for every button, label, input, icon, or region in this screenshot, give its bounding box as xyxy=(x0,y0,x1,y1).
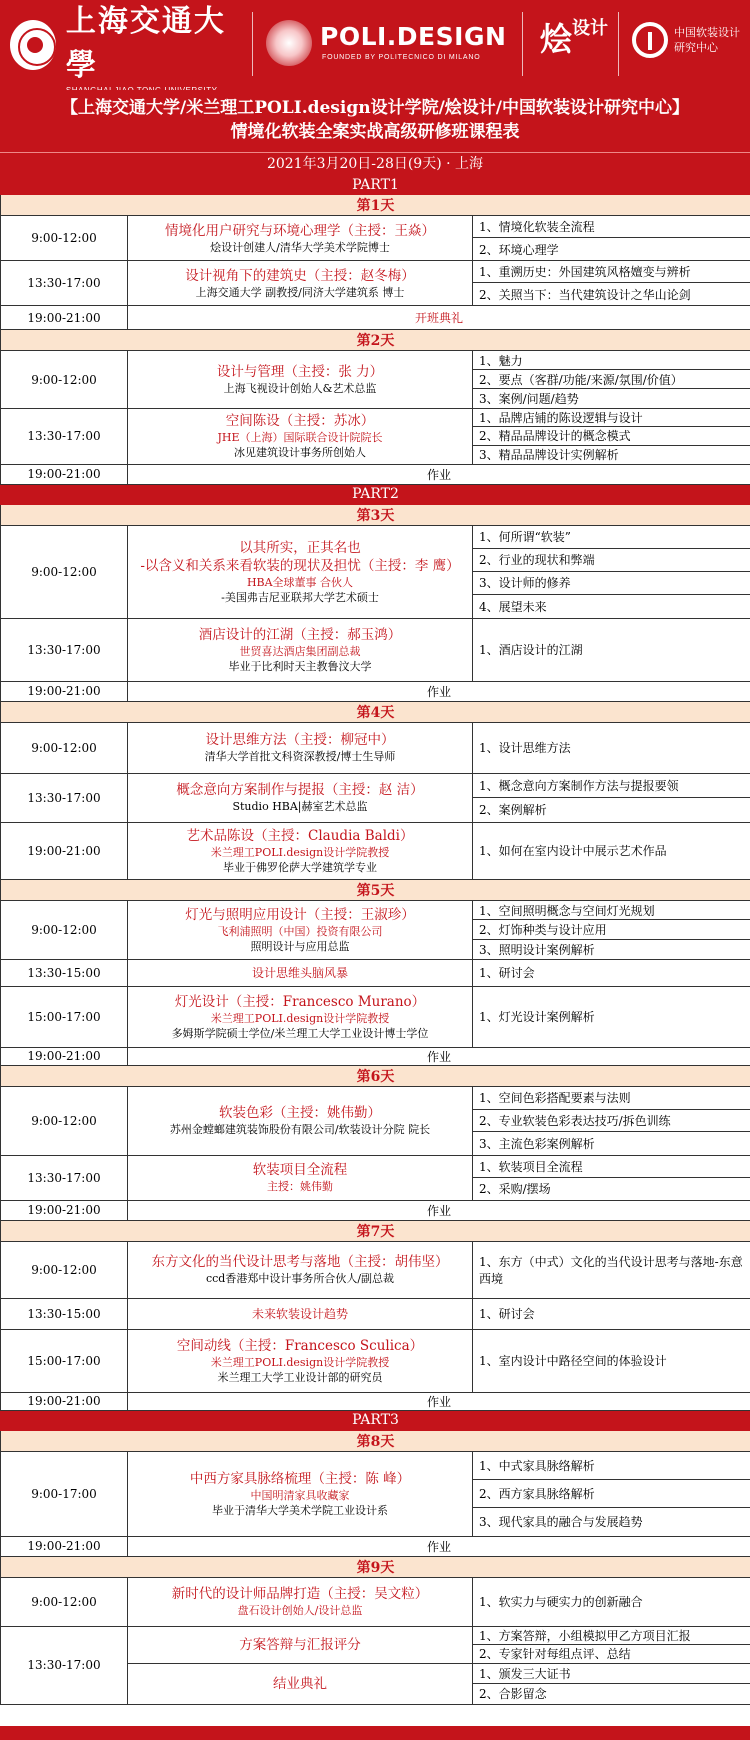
session-time: 9:00-12:00 xyxy=(1,1086,128,1155)
session-time: 13:30-17:00 xyxy=(1,1626,128,1704)
session-time: 9:00-12:00 xyxy=(1,1577,128,1626)
topic-item: 3、精品品牌设计实例解析 xyxy=(479,448,619,463)
topic-item: 3、案例/问题/趋势 xyxy=(479,392,579,406)
topics-cell xyxy=(473,618,750,681)
instructor-info: 米兰理工POLI.design设计学院教授 xyxy=(210,1011,390,1025)
session-time: 9:00-12:00 xyxy=(1,722,128,773)
topic-item: 3、照明设计案例解析 xyxy=(479,942,595,957)
table-row xyxy=(1,306,750,330)
session-time: 19:00-21:00 xyxy=(1,464,128,484)
topic-item: 2、关照当下：当代建筑设计之华山论剑 xyxy=(479,287,691,302)
course-title: 以其所实，正其名也 xyxy=(239,539,361,556)
topic-item: 1、室内设计中路径空间的体验设计 xyxy=(479,1354,667,1369)
session-title: 作业 xyxy=(128,1047,750,1065)
footer-bar xyxy=(0,1726,750,1740)
topic-item: 1、灯光设计案例解析 xyxy=(479,1010,595,1025)
title-line1: 【上海交通大学/米兰理工POLI.design设计学院/烩设计/中国软装设计研究中心】 xyxy=(60,98,690,118)
instructor-info: HBA全球董事 合伙人 xyxy=(246,575,354,589)
part-row xyxy=(1,484,750,504)
day-label: 第6天 xyxy=(1,1065,750,1086)
session-time: 19:00-21:00 xyxy=(1,306,128,330)
topic-item: 1、软实力与硬实力的创新融合 xyxy=(479,1595,643,1610)
session-time: 13:30-17:00 xyxy=(1,261,128,306)
topic-item: 3、设计师的修养 xyxy=(473,572,750,595)
course-title: -以含义和关系来看软装的现状及担忧（主授：李 鹰） xyxy=(140,557,460,574)
session-time: 13:30-15:00 xyxy=(1,1298,128,1329)
session-time: 9:00-12:00 xyxy=(1,216,128,261)
course-title: 设计与管理（主授：张 力） xyxy=(216,364,384,380)
logo-divider xyxy=(522,12,523,76)
instructor-info: Studio HBA|赫室艺术总监 xyxy=(232,800,368,814)
instructor-info: 米兰理工POLI.design设计学院教授 xyxy=(210,1355,390,1369)
day-label: 第2天 xyxy=(1,330,750,351)
course-cell xyxy=(128,261,473,306)
table-row xyxy=(1,1241,750,1298)
topic-item: 1、颁发三大证书 xyxy=(473,1664,750,1684)
part-label: PART2 xyxy=(1,484,750,504)
topic-item: 4、展望未来 xyxy=(479,599,547,614)
table-row xyxy=(1,1200,750,1220)
instructor-info: 苏州金螳螂建筑装饰股份有限公司/软装设计分院 院长 xyxy=(169,1123,431,1137)
schedule-table xyxy=(0,174,750,1705)
part-row xyxy=(1,1410,750,1430)
topics-cell xyxy=(473,1329,750,1392)
table-row xyxy=(1,351,750,409)
table-row xyxy=(1,261,750,306)
topic-item: 2、案例解析 xyxy=(479,803,547,818)
research-center-mark-icon xyxy=(632,22,668,58)
course-cell xyxy=(128,822,473,879)
day-row xyxy=(1,330,750,351)
course-cell xyxy=(128,1577,473,1626)
session-time: 13:30-17:00 xyxy=(1,618,128,681)
session-title: 未来软装设计趋势 xyxy=(128,1298,473,1329)
course-cell xyxy=(128,1329,473,1392)
topics-cell xyxy=(473,1241,750,1298)
session-time: 9:00-12:00 xyxy=(1,900,128,959)
table-row xyxy=(1,525,750,618)
session-time: 13:30-17:00 xyxy=(1,1155,128,1200)
session-title: 作业 xyxy=(128,464,750,484)
course-title: 中西方家具脉络梳理（主授：陈 峰） xyxy=(189,1470,411,1487)
topic-item: 1、何所谓“软装” xyxy=(473,526,750,549)
session-time: 13:30-17:00 xyxy=(1,409,128,465)
instructor-info: 多姆斯学院硕士学位/米兰理工大学工业设计博士学位 xyxy=(171,1026,429,1040)
topic-item: 2、专家针对每组点评、总结 xyxy=(479,1647,631,1662)
topic-item: 2、要点（客群/功能/来源/氛围/价值） xyxy=(473,370,750,389)
sjtu-logo xyxy=(10,3,240,83)
huisheji-logo xyxy=(540,14,608,60)
topic-item: 2、灯饰种类与设计应用 xyxy=(473,920,750,939)
session-time: 13:30-15:00 xyxy=(1,959,128,986)
instructor-info: 毕业于比利时天主教鲁汶大学 xyxy=(228,659,372,673)
course-title: 空间动线（主授：Francesco Sculica） xyxy=(176,1337,424,1354)
topic-item: 3、主流色彩案例解析 xyxy=(479,1137,595,1152)
course-title: 灯光与照明应用设计（主授：王淑珍） xyxy=(185,906,415,923)
session-time: 9:00-17:00 xyxy=(1,1451,128,1536)
topic-item: 1、酒店设计的江湖 xyxy=(479,643,583,658)
table-row xyxy=(1,1086,750,1155)
table-row xyxy=(1,959,750,986)
course-title: 新时代的设计师品牌打造（主授：吴文粒） xyxy=(171,1586,429,1603)
instructor-info: 上海交通大学 副教授/同济大学建筑系 博士 xyxy=(195,285,405,299)
table-row xyxy=(1,1392,750,1410)
session-time: 19:00-21:00 xyxy=(1,681,128,701)
instructor-info: 清华大学首批文科资深教授/博士生导师 xyxy=(204,750,396,764)
topic-item: 1、情境化软装全流程 xyxy=(473,216,750,238)
instructor-info: 上海飞视设计创始人&艺术总监 xyxy=(223,382,377,395)
topic-item: 1、品牌店铺的陈设逻辑与设计 xyxy=(473,409,750,427)
session-time: 19:00-21:00 xyxy=(1,1200,128,1220)
session-title: 开班典礼 xyxy=(128,306,750,330)
instructor-info: 米兰理工POLI.design设计学院教授 xyxy=(210,845,390,859)
table-row xyxy=(1,986,750,1047)
course-cell xyxy=(128,1663,473,1704)
table-row xyxy=(1,1155,750,1200)
part-row xyxy=(1,175,750,195)
session-time: 9:00-12:00 xyxy=(1,1241,128,1298)
logo-divider xyxy=(252,12,253,76)
topics-cell xyxy=(473,986,750,1047)
huisheji-small: 设计 xyxy=(572,18,609,39)
topics-cell xyxy=(473,1086,750,1155)
table-row xyxy=(1,900,750,959)
day-label: 第1天 xyxy=(1,195,750,216)
instructor-info: 照明设计与应用总监 xyxy=(250,939,350,953)
day-row xyxy=(1,195,750,216)
course-title: 设计视角下的建筑史（主授：赵冬梅） xyxy=(185,267,415,284)
logo-divider xyxy=(618,12,619,76)
course-title: 软装项目全流程 xyxy=(252,1162,348,1179)
instructor-info: 冰见建筑设计事务所创始人 xyxy=(234,446,366,460)
research-center-line2: 研究中心 xyxy=(674,41,718,54)
instructor-info: 世贸喜达酒店集团副总裁 xyxy=(239,644,361,658)
topic-item: 1、方案答辩，小组模拟甲乙方项目汇报 xyxy=(473,1627,750,1645)
research-center-line1: 中国软装设计 xyxy=(674,26,740,39)
session-time: 13:30-17:00 xyxy=(1,773,128,822)
instructor-info: 毕业于佛罗伦萨大学建筑学专业 xyxy=(223,860,377,874)
part-label: PART1 xyxy=(1,175,750,195)
course-cell xyxy=(128,216,473,261)
topic-item: 2、合影留念 xyxy=(479,1687,547,1702)
huisheji-main: 烩 xyxy=(540,20,573,58)
session-time: 15:00-17:00 xyxy=(1,986,128,1047)
topic-item: 1、如何在室内设计中展示艺术作品 xyxy=(479,844,667,859)
polidesign-logo xyxy=(266,18,506,78)
topic-item: 2、环境心理学 xyxy=(479,242,559,257)
title-line2: 情境化软装全案实战高级研修班课程表 xyxy=(230,122,520,142)
polidesign-disc-icon xyxy=(266,20,312,66)
topics-cell xyxy=(473,216,750,261)
topic-item: 2、采购/摆场 xyxy=(479,1182,551,1197)
course-title: 酒店设计的江湖（主授：郝玉鸿） xyxy=(198,626,402,643)
instructor-info: 毕业于清华大学美术学院工业设计系 xyxy=(212,1503,388,1517)
topic-item: 2、精品品牌设计的概念模式 xyxy=(473,427,750,445)
topics-cell xyxy=(473,959,750,986)
table-row xyxy=(1,1298,750,1329)
table-row xyxy=(1,464,750,484)
topic-item: 1、东方（中式）文化的当代设计思考与落地-东意西境 xyxy=(479,1254,743,1286)
instructor-info: 盘石设计创始人/设计总监 xyxy=(237,1604,363,1618)
course-title: 结业典礼 xyxy=(273,1675,327,1692)
instructor-info: 烩设计创建人/清华大学美术学院博士 xyxy=(210,240,390,254)
topic-item: 1、研讨会 xyxy=(479,1307,535,1322)
topics-cell xyxy=(473,1451,750,1536)
course-title: 艺术品陈设（主授：Claudia Baldi） xyxy=(186,827,414,844)
course-title: 情境化用户研究与环境心理学（主授：王焱） xyxy=(165,222,435,239)
sjtu-name-cn: 上海交通大學 xyxy=(65,3,226,83)
topics-cell xyxy=(473,1663,750,1704)
course-title: 东方文化的当代设计思考与落地（主授：胡伟坚） xyxy=(151,1254,449,1271)
polidesign-name: POLI.DESIGN xyxy=(320,22,507,51)
topics-cell xyxy=(473,1577,750,1626)
table-row xyxy=(1,409,750,465)
topic-item: 2、西方家具脉络解析 xyxy=(473,1480,750,1508)
topic-item: 2、行业的现状和弊端 xyxy=(473,549,750,572)
topics-cell xyxy=(473,900,750,959)
course-title: 概念意向方案制作与提报（主授：赵 洁） xyxy=(176,782,424,799)
topic-item: 1、空间色彩搭配要素与法则 xyxy=(473,1087,750,1110)
course-title: 设计思维方法（主授：柳冠中） xyxy=(205,732,395,749)
course-cell xyxy=(128,1451,473,1536)
instructor-info: ccd香港郑中设计事务所合伙人/副总裁 xyxy=(205,1272,395,1286)
course-cell xyxy=(128,525,473,618)
topics-cell xyxy=(473,351,750,409)
instructor-info: 飞利浦照明（中国）投资有限公司 xyxy=(217,924,383,938)
table-row xyxy=(1,1577,750,1626)
day-label: 第5天 xyxy=(1,879,750,900)
session-title: 作业 xyxy=(128,681,750,701)
research-center-logo xyxy=(632,22,740,58)
course-cell xyxy=(128,986,473,1047)
course-cell xyxy=(128,1626,473,1663)
session-title: 作业 xyxy=(128,1200,750,1220)
instructor-info: 主授：姚伟勤 xyxy=(267,1180,333,1194)
course-cell xyxy=(128,1086,473,1155)
topics-cell xyxy=(473,261,750,306)
day-label: 第4天 xyxy=(1,701,750,722)
day-label: 第3天 xyxy=(1,504,750,525)
course-cell xyxy=(128,900,473,959)
course-cell xyxy=(128,351,473,409)
topic-item: 1、空间照明概念与空间灯光规划 xyxy=(473,901,750,920)
day-row xyxy=(1,1556,750,1577)
topics-cell xyxy=(473,1155,750,1200)
table-row xyxy=(1,722,750,773)
table-row xyxy=(1,1451,750,1536)
topic-item: 1、设计思维方法 xyxy=(479,741,571,756)
course-title: 灯光设计（主授：Francesco Murano） xyxy=(174,993,426,1010)
sjtu-seal-icon xyxy=(10,20,56,70)
topics-cell xyxy=(473,1298,750,1329)
session-time: 19:00-21:00 xyxy=(1,1047,128,1065)
table-row xyxy=(1,773,750,822)
table-row xyxy=(1,1536,750,1556)
part-label: PART3 xyxy=(1,1410,750,1430)
day-label: 第7天 xyxy=(1,1220,750,1241)
session-title: 作业 xyxy=(128,1392,750,1410)
day-row xyxy=(1,1220,750,1241)
session-title: 设计思维头脑风暴 xyxy=(128,959,473,986)
day-row xyxy=(1,1065,750,1086)
topic-item: 1、研讨会 xyxy=(479,966,535,981)
table-row xyxy=(1,618,750,681)
course-cell xyxy=(128,409,473,465)
day-row xyxy=(1,879,750,900)
session-time: 9:00-12:00 xyxy=(1,525,128,618)
topics-cell xyxy=(473,722,750,773)
course-cell xyxy=(128,1241,473,1298)
polidesign-tagline: FOUNDED BY POLITECNICO DI MILANO xyxy=(322,54,481,61)
session-time: 19:00-21:00 xyxy=(1,1536,128,1556)
topic-item: 1、概念意向方案制作方法与提报要领 xyxy=(473,774,750,798)
instructor-info: -美国弗吉尼亚联邦大学艺术硕士 xyxy=(221,590,379,604)
topic-item: 3、现代家具的融合与发展趋势 xyxy=(479,1515,643,1530)
date-location: 2021年3月20日-28日(9天) · 上海 xyxy=(0,152,750,174)
session-title: 作业 xyxy=(128,1536,750,1556)
topics-cell xyxy=(473,773,750,822)
instructor-info: JHE（上海）国际联合设计院院长 xyxy=(217,431,383,445)
table-row xyxy=(1,1047,750,1065)
table-row xyxy=(1,1626,750,1663)
topic-item: 1、魅力 xyxy=(473,351,750,370)
course-title: 空间陈设（主授：苏冰） xyxy=(225,413,375,430)
course-cell xyxy=(128,722,473,773)
topics-cell xyxy=(473,1626,750,1663)
table-row xyxy=(1,681,750,701)
course-title: 软装色彩（主授：姚伟勤） xyxy=(219,1105,381,1122)
topics-cell xyxy=(473,822,750,879)
page-title xyxy=(0,90,750,152)
header-banner xyxy=(0,0,750,90)
day-label: 第8天 xyxy=(1,1430,750,1451)
topic-item: 2、专业软装色彩表达技巧/拆色训练 xyxy=(473,1110,750,1133)
session-time: 19:00-21:00 xyxy=(1,822,128,879)
table-row xyxy=(1,822,750,879)
topics-cell xyxy=(473,409,750,465)
course-cell xyxy=(128,1155,473,1200)
session-time: 19:00-21:00 xyxy=(1,1392,128,1410)
instructor-info: 中国明清家具收藏家 xyxy=(250,1488,350,1502)
session-time: 15:00-17:00 xyxy=(1,1329,128,1392)
day-label: 第9天 xyxy=(1,1556,750,1577)
table-row xyxy=(1,1329,750,1392)
topic-item: 1、软装项目全流程 xyxy=(473,1156,750,1178)
day-row xyxy=(1,1430,750,1451)
course-cell xyxy=(128,618,473,681)
day-row xyxy=(1,701,750,722)
session-time: 9:00-12:00 xyxy=(1,351,128,409)
topics-cell xyxy=(473,525,750,618)
instructor-info: 米兰理工大学工业设计部的研究员 xyxy=(217,1370,383,1384)
table-row xyxy=(1,216,750,261)
course-cell xyxy=(128,773,473,822)
course-title: 方案答辩与汇报评分 xyxy=(239,1636,361,1653)
topic-item: 1、重溯历史：外国建筑风格嬗变与辨析 xyxy=(473,261,750,283)
topic-item: 1、中式家具脉络解析 xyxy=(473,1452,750,1480)
day-row xyxy=(1,504,750,525)
